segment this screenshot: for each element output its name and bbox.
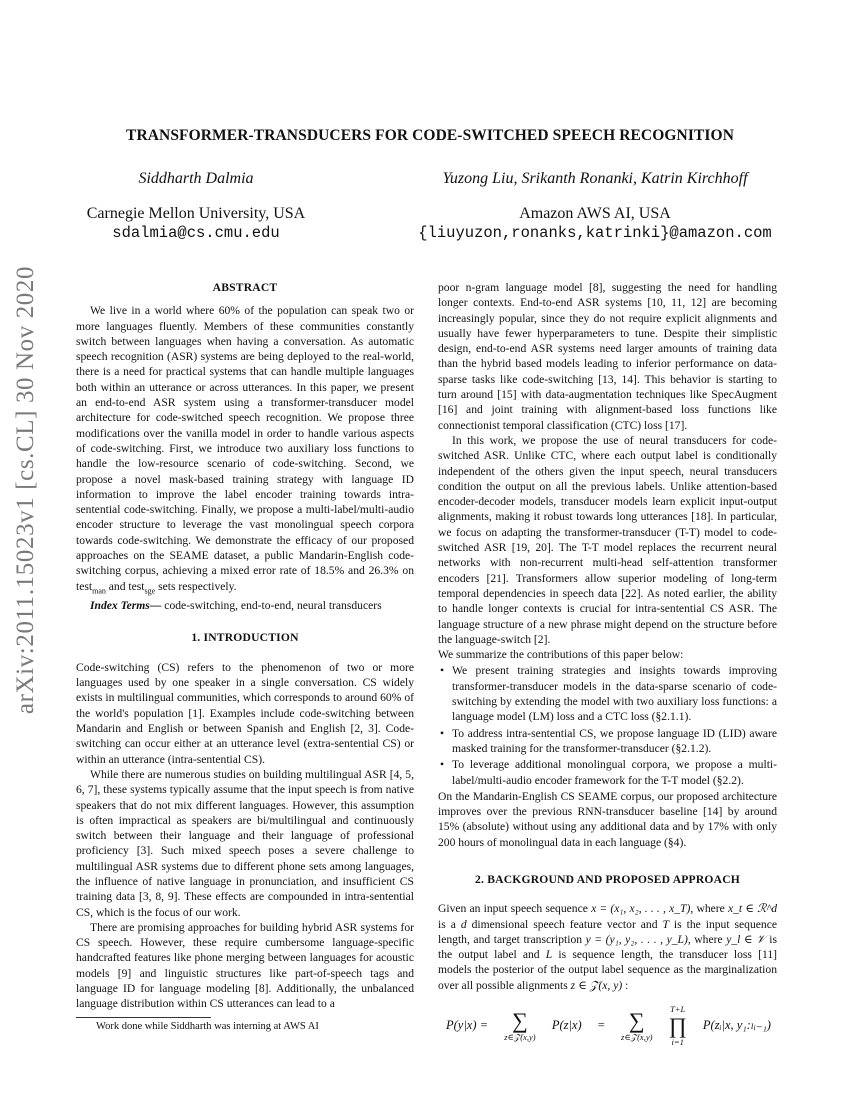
intro-paragraph: Code-switching (CS) refers to the phenomenon of two or more languages used by one speaker in a single conversation. CS widely exists in multilingual communities, which corresponds to around 60% of the world's population [1]. Examples include code-switching between Mandarin and English or between Spanish and English [2, 3]. Code-switching can occur either at an utterance level (extra-sentential CS) or within an utterance (intra-sentential CS). — [76, 660, 414, 766]
intro-paragraph: There are promising approaches for building hybrid ASR systems for CS speech. However, these require cumbersome language-specific handcrafted features like phone merging between languages for acoustic models [9] and linguistic structures like part-of-speech tags and language ID for language modeling [8]. Additionally, the unbalanced language distribution within CS utterances can lead to a — [76, 920, 414, 1011]
transducer-loss-equation — [438, 1005, 777, 1046]
equation-term: P(z|x) — [551, 1017, 582, 1032]
section-heading-background: 2. BACKGROUND AND PROPOSED APPROACH — [475, 872, 740, 886]
footnote: Work done while Siddharth was interning at AWS AI — [96, 1021, 319, 1032]
sum-operator: ∑ z∈𝒵(x,y) — [504, 1007, 536, 1042]
contributions-list — [438, 663, 777, 787]
equation-lhs: P(y|x) = — [446, 1017, 489, 1032]
list-item: • We present training strategies and insights towards improving transformer-transducer models in the data-sparse scenario of code-switching by extending the model with two auxiliary loss functions: a language model (LM) loss and a CTC loss (§2.1.1). — [438, 663, 777, 724]
section-heading-introduction: 1. INTRODUCTION — [191, 630, 299, 644]
right-column — [438, 280, 777, 1046]
background-paragraph: Given an input speech sequence x = (x₁, x₂, . . . , x_T), where x_t ∈ ℛ^d is a d dimensional speech feature vector and T is the input sequence length, and target transcription y = (y₁, y₂, . . . , y_L), where y_l ∈ 𝒱 is the output label and L is sequence length, the transducer loss [11] models the posterior of the output label sequence as the marginalization over all possible alignments z ∈ 𝒵(x, y) : — [438, 902, 778, 992]
author-block-1 — [76, 170, 316, 242]
intro-paragraph: While there are numerous studies on building multilingual ASR [4, 5, 6, 7], these systems typically assume that the input speech is from native speakers that do not mix different languages. However, this assumption is often impractical as speakers are bi/multilingual and continuously switch between their language and their language of professional proficiency [3]. Such mixed speech poses a severe challenge to multilingual ASR systems due to different phone sets among languages, the influence of native language in pronunciation, and insufficient CS training data [3, 8, 9]. These effects are compounded in intra-sentential CS, which is the focus of our work. — [76, 767, 414, 919]
index-terms: Index Terms— code-switching, end-to-end, neural transducers — [90, 599, 382, 613]
list-item: • To address intra-sentential CS, we propose language ID (LID) aware masked training for the transformer-transducer (§2.1.2). — [438, 726, 777, 757]
footnote-rule — [76, 1017, 211, 1018]
author-email: sdalmia@cs.cmu.edu — [112, 224, 280, 242]
list-item: • To leverage additional monolingual corpora, we propose a multi-label/multi-audio encoder framework for the T-T model (§2.2). — [438, 757, 777, 788]
product-operator: T+L ∏ i=1 — [668, 1004, 687, 1047]
paper-title: TRANSFORMER-TRANSDUCERS FOR CODE-SWITCHED SPEECH RECOGNITION — [126, 127, 734, 144]
author-names: Siddharth Dalmia — [138, 170, 254, 187]
body-paragraph: On the Mandarin-English CS SEAME corpus, our proposed architecture improves over the previous RNN-transducer baseline [14] by around 15% (absolute) without using any additional data and by 17% with only 200 hours of monolingual data in each language (§4). — [438, 789, 777, 849]
body-paragraph: In this work, we propose the use of neural transducers for code-switched ASR. Unlike CTC, where each output label is conditionally independent of the others given the input speech, neural transducers condition the output on all the previous labels. Unlike attention-based encoder-decoder models, transducer models learn explicit input-output alignments, making it robust towards long utterances [18]. In particular, we focus on adapting the transformer-transducer (T-T) model to code-switched ASR [19, 20]. The T-T model replaces the recurrent neural networks with non-recurrent multi-head self-attention transformer encoders [21]. Transformers allow superior modeling of long-term temporal dependencies in speech data [22]. As noted earlier, the ability to handle longer contexts is crucial for intra-sentential CS ASR. The language structure of a new phrase might depend on the structure before the language-switch [2]. — [438, 433, 777, 646]
sum-operator: ∑ z∈𝒵(x,y) — [621, 1007, 653, 1042]
equation-term: P(zᵢ|x, y₁:ₗᵢ₋₁) — [702, 1017, 771, 1032]
left-column — [76, 280, 414, 1012]
arxiv-id: arXiv:2011.15023v1 [cs.CL] 30 Nov 2020 — [12, 265, 39, 715]
equation-equals: = — [597, 1017, 605, 1032]
author-affiliation: Amazon AWS AI, USA — [519, 205, 671, 222]
body-paragraph: poor n-gram language model [8], suggesting the need for handling longer contexts. End-to-end ASR systems [10, 11, 12] are becoming increasingly popular, since they do not require explicit alignments and usually have fewer hyperparameters to tune. Despite their simplistic design, end-to-end ASR systems need larger amounts of training data than the hybrid based models leading to inferior performance on data-sparse tasks like code-switching [13, 14]. This behavior is starting to turn around [15] with data-augmentation techniques like SpecAugment [16] and joint training with alignment-based loss functions like connectionist temporal classification (CTC) loss [17]. — [438, 281, 777, 432]
abstract-heading: ABSTRACT — [212, 281, 278, 294]
abstract-text: We live in a world where 60% of the population can speak two or more languages fluently. Members of these communities constantly switch between languages when having a conversation. As automatic speech recognition (ASR) systems are being deployed to the real-world, there is a need for practical systems that can handle multiple languages both within an utterance or across utterances. In this paper, we present an end-to-end ASR system using a transformer-transducer model architecture for code-switched speech recognition. We propose three modifications over the vanilla model in order to handle various aspects of code-switching. First, we introduce two auxiliary loss functions to handle the low-resource scenario of code-switching. Second, we propose a novel mask-based training strategy with language ID information to improve the label encoder training towards intra-sentential code-switching. Finally, we propose a multi-label/multi-audio encoder structure to leverage the vast monolingual speech corpora towards code-switching. We demonstrate the efficacy of our proposed approaches on the SEAME dataset, a public Mandarin-English code-switching corpus, achieving a mixed error rate of 18.5% and 26.3% on test$_{man}$ and test$_{sge}$ sets respectively. — [76, 304, 414, 595]
author-names: Yuzong Liu, Srikanth Ronanki, Katrin Kirchhoff — [442, 170, 748, 187]
author-affiliation: Carnegie Mellon University, USA — [86, 205, 306, 222]
author-email: {liuyuzon,ronanks,katrinki}@amazon.com — [418, 224, 772, 242]
contributions-intro: We summarize the contributions of this paper below: — [438, 648, 684, 662]
arxiv-side-label — [4, 265, 48, 715]
author-block-2 — [405, 170, 785, 242]
